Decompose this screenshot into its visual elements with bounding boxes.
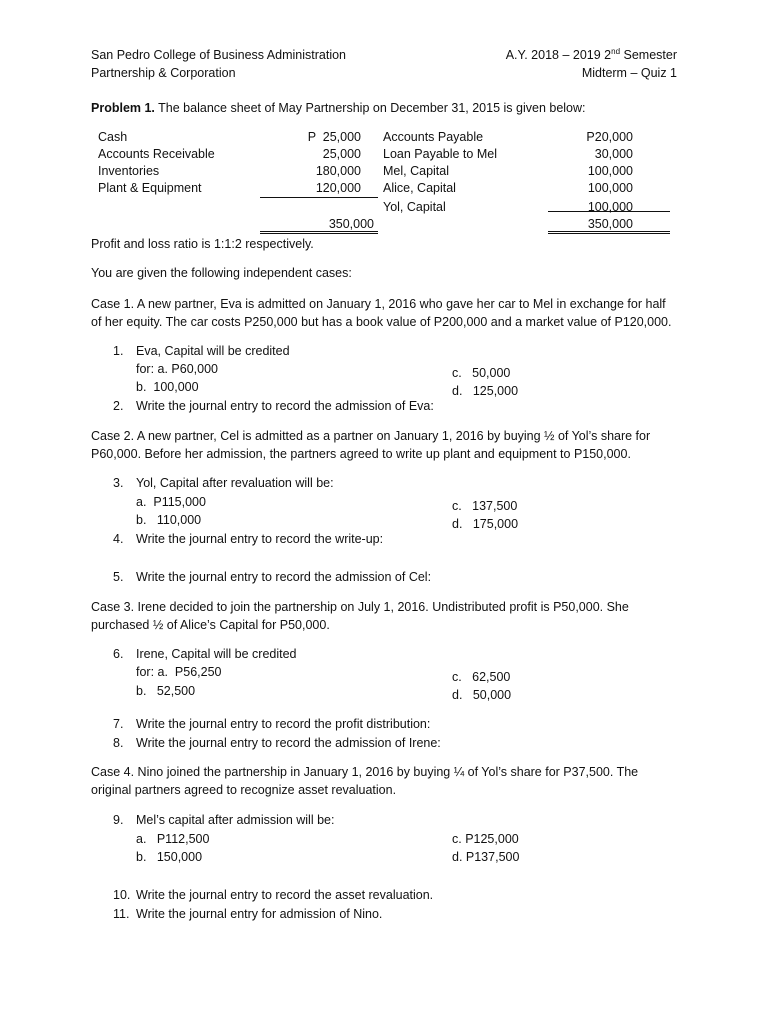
question-number: 11. bbox=[113, 907, 130, 921]
choice-b: b. 150,000 bbox=[136, 850, 203, 864]
liability-label: Accounts Payable bbox=[383, 130, 484, 144]
choice-d: d. 125,000 bbox=[452, 384, 519, 398]
question-number: 4. bbox=[113, 532, 124, 546]
question-text: Yol, Capital after revaluation will be: bbox=[136, 476, 334, 490]
liability-amount: 100,000 bbox=[587, 164, 633, 178]
asset-amount: 180,000 bbox=[315, 164, 361, 178]
case3-text: Case 3. Irene decided to join the partnership on July 1, 2016. Undistributed profit is P50,000. She bbox=[91, 600, 629, 614]
choice-d: d. 175,000 bbox=[452, 517, 519, 531]
course-name: Partnership & Corporation bbox=[91, 66, 236, 80]
exam-title: Midterm – Quiz 1 bbox=[581, 66, 677, 80]
liability-label: Loan Payable to Mel bbox=[383, 147, 497, 161]
case4-text: original partners agreed to recognize asset revaluation. bbox=[91, 783, 397, 797]
question-number: 6. bbox=[113, 647, 124, 661]
question-text: Eva, Capital will be credited bbox=[136, 344, 290, 358]
question-number: 8. bbox=[113, 736, 124, 750]
question-number: 10. bbox=[113, 888, 131, 902]
case1-text: of her equity. The car costs P250,000 but has a book value of P200,000 and a market value of P120,000. bbox=[91, 315, 672, 329]
case2-text: P60,000. Before her admission, the partners agreed to write up plant and equipment to P150,000. bbox=[91, 447, 631, 461]
asset-subtotal-rule bbox=[260, 197, 378, 198]
question-text: Write the journal entry to record the admission of Eva: bbox=[136, 399, 434, 413]
case4-text: Case 4. Nino joined the partnership in January 1, 2016 by buying ¼ of Yol’s share for P37,500. The bbox=[91, 765, 639, 779]
question-text: Write the journal entry to record the write-up: bbox=[136, 532, 384, 546]
liability-subtotal-rule bbox=[548, 211, 670, 212]
question-number: 3. bbox=[113, 476, 124, 490]
case2-text: Case 2. A new partner, Cel is admitted as a partner on January 1, 2016 by buying ½ of Yol’s share for bbox=[91, 429, 651, 443]
question-number: 1. bbox=[113, 344, 124, 358]
choice-d: d. 50,000 bbox=[452, 688, 512, 702]
question-number: 7. bbox=[113, 717, 124, 731]
choice-c: c. 50,000 bbox=[452, 366, 511, 380]
problem-statement: Problem 1. The balance sheet of May Partnership on December 31, 2015 is given below: bbox=[91, 101, 586, 115]
asset-label: Cash bbox=[98, 130, 128, 144]
school-name: San Pedro College of Business Administration bbox=[91, 48, 347, 62]
liability-amount: 30,000 bbox=[594, 147, 633, 161]
asset-label: Plant & Equipment bbox=[98, 181, 202, 195]
asset-amount: P 25,000 bbox=[307, 130, 361, 144]
liability-amount: 100,000 bbox=[587, 200, 633, 214]
academic-year: A.Y. 2018 – 2019 2nd Semester bbox=[505, 46, 677, 62]
choice-a: for: a. P60,000 bbox=[136, 362, 219, 376]
cases-intro: You are given the following independent cases: bbox=[91, 266, 352, 280]
choice-c: c. 137,500 bbox=[452, 499, 518, 513]
choice-d: d. P137,500 bbox=[452, 850, 520, 864]
profit-loss-ratio: Profit and loss ratio is 1:1:2 respectively. bbox=[91, 237, 314, 251]
case1-text: Case 1. A new partner, Eva is admitted on January 1, 2016 who gave her car to Mel in exchange for half bbox=[91, 297, 666, 311]
question-number: 2. bbox=[113, 399, 124, 413]
total-assets: 350,000 bbox=[260, 217, 378, 234]
choice-b: b. 100,000 bbox=[136, 380, 199, 394]
choice-a: a. P115,000 bbox=[136, 495, 206, 509]
choice-c: c. 62,500 bbox=[452, 670, 511, 684]
asset-amount: 25,000 bbox=[322, 147, 361, 161]
question-text: Write the journal entry for admission of Nino. bbox=[136, 907, 383, 921]
liability-label: Alice, Capital bbox=[383, 181, 456, 195]
choice-c: c. P125,000 bbox=[452, 832, 519, 846]
question-text: Write the journal entry to record the asset revaluation. bbox=[136, 888, 434, 902]
choice-b: b. 110,000 bbox=[136, 513, 202, 527]
choice-b: b. 52,500 bbox=[136, 684, 196, 698]
liability-label: Mel, Capital bbox=[383, 164, 449, 178]
liability-amount: 100,000 bbox=[587, 181, 633, 195]
choice-a: for: a. P56,250 bbox=[136, 665, 222, 679]
case3-text: purchased ½ of Alice’s Capital for P50,000. bbox=[91, 618, 330, 632]
liability-amount: P20,000 bbox=[586, 130, 633, 144]
question-text: Write the journal entry to record the admission of Irene: bbox=[136, 736, 441, 750]
asset-label: Accounts Receivable bbox=[98, 147, 215, 161]
question-text: Write the journal entry to record the profit distribution: bbox=[136, 717, 431, 731]
total-liabilities-equity: 350,000 bbox=[548, 217, 670, 234]
question-text: Write the journal entry to record the admission of Cel: bbox=[136, 570, 432, 584]
choice-a: a. P112,500 bbox=[136, 832, 210, 846]
question-text: Irene, Capital will be credited bbox=[136, 647, 297, 661]
question-number: 5. bbox=[113, 570, 124, 584]
question-text: Mel’s capital after admission will be: bbox=[136, 813, 335, 827]
question-number: 9. bbox=[113, 813, 124, 827]
liability-label: Yol, Capital bbox=[383, 200, 446, 214]
asset-label: Inventories bbox=[98, 164, 160, 178]
asset-amount: 120,000 bbox=[315, 181, 361, 195]
